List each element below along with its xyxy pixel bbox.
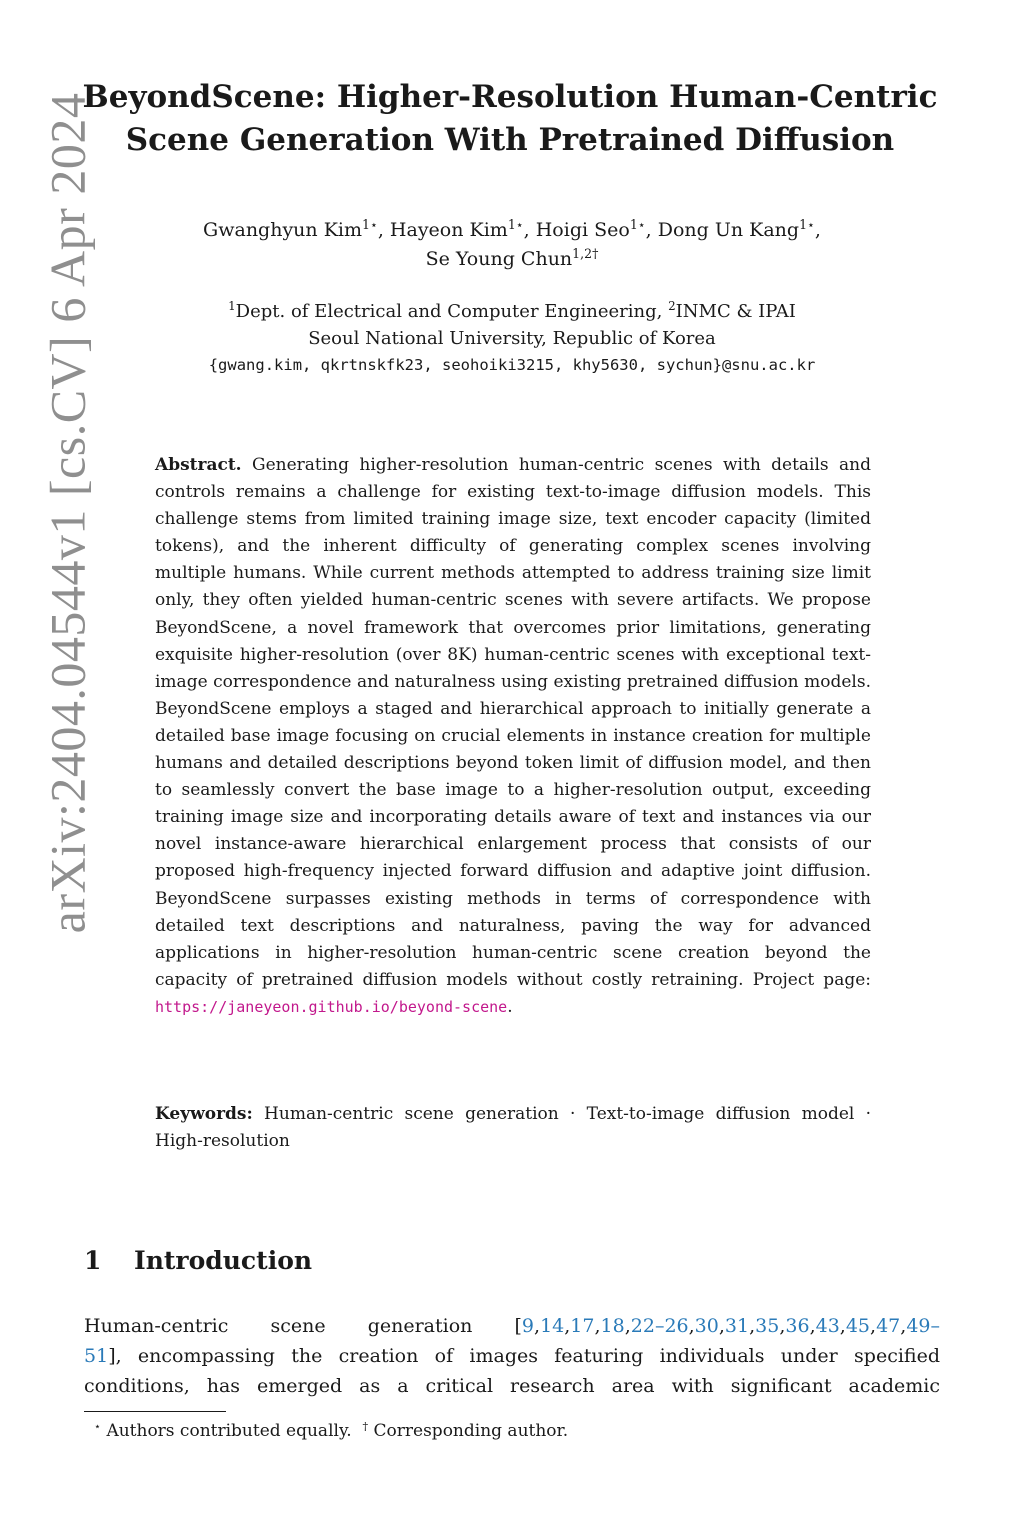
footnote (84, 1418, 950, 1444)
department: Dept. of Electrical and Computer Engineering, (235, 301, 669, 322)
author-affiliation-mark: 1⋆ (629, 217, 646, 233)
author-affiliation-mark: 1,2† (572, 246, 599, 262)
section-number: 1 (84, 1246, 102, 1275)
author-affiliation-mark: 1⋆ (362, 217, 378, 233)
intro-line-1: Human-centric scene generation [9,14,17,18,22–26,30,31,35,36,43,45,47,49– (84, 1315, 940, 1337)
author-list: Gwanghyun Kim$^{1⋆}$, Hayeon Kim$^{1⋆}$, Hoigi Seo$^{1⋆}$, Dong Un Kang$^{1⋆}$, Se Young Chun$^{1,2\dagger}$ (203, 217, 821, 270)
title-line-1: BeyondScene: Higher-Resolution Human-Centric (82, 79, 938, 115)
citation-list: 9,14,17,18,22–26,30,31,35,36,43,45,47,49– (521, 1315, 940, 1337)
citation-link[interactable]: 18 (600, 1315, 625, 1337)
keywords-text: Human-centric scene generation · Text-to-image diffusion model · High-resolution (155, 1104, 872, 1152)
citation-link[interactable]: 43 (815, 1315, 840, 1337)
citation-link[interactable]: 9 (521, 1315, 535, 1337)
abstract: Abstract. Generating higher-resolution human-centric scenes with details and controls remains a challenge for existing text-to-image diffusion models. This challenge stems from limited training image size, text encoder capacity (limited tokens), and the inherent difficulty of generating complex scenes involving multiple humans. While current methods attempted to address training size limit only, they often yielded human-centric scenes with severe artifacts. We propose BeyondScene, a novel framework that overcomes prior limitations, generating exquisite higher-resolution (over 8K) human-centric scenes with exceptional text-image correspondence and naturalness using existing pretrained diffusion models. BeyondScene employs a staged and hierarchical approach to initially generate a detailed base image focusing on crucial elements in instance creation for multiple humans and detailed descriptions beyond token limit of diffusion model, and then to seamlessly convert the base image to a higher-resolution output, exceeding training image size and incorporating details aware of text and instances via our novel instance-aware hierarchical enlargement process that consists of our proposed high-frequency injected forward diffusion and adaptive joint diffusion. BeyondScene surpasses existing methods in terms of correspondence with detailed text descriptions and naturalness, paving the way for advanced applications in higher-resolution human-centric scene creation beyond the capacity of pretrained diffusion models without costly retraining. Project page: https://janeyeon.github.io/beyond-scene. (155, 455, 872, 1017)
citation-link[interactable]: 35 (755, 1315, 780, 1337)
citation-link[interactable]: 47 (876, 1315, 901, 1337)
author-name: Hayeon Kim (389, 219, 508, 241)
star-mark: ⋆ (94, 1419, 102, 1433)
author-name: Se Young Chun (425, 248, 573, 270)
project-page-link[interactable]: https://janeyeon.github.io/beyond-scene (155, 997, 508, 1016)
institute: INMC & IPAI (675, 301, 796, 322)
affiliations: $^1$Dept. of Electrical and Computer Engineering, $^2$INMC & IPAI Seoul National University, Republic of Korea {gwang.kim, qkrtnskfk23, seohoiki3215, khy5630, sychun}@snu.ac.kr (120, 298, 904, 379)
arxiv-identifier-text: arXiv:2404.04544v1 [cs.CV] 6 Apr 2024 (39, 92, 95, 933)
author-affiliation-mark: 1⋆ (507, 217, 524, 233)
introduction-paragraph (84, 1311, 940, 1401)
author-affiliation-mark: 1⋆ (799, 217, 815, 233)
author-name: Dong Un Kang (657, 219, 800, 241)
arxiv-identifier-stamp (22, 90, 112, 935)
citation-link[interactable]: 30 (694, 1315, 719, 1337)
intro-line-2: 51], encompassing the creation of images featuring individuals under specified (84, 1345, 940, 1367)
intro-line-3: conditions, has emerged as a critical research area with significant academic (84, 1375, 940, 1397)
citation-link[interactable]: 49– (906, 1315, 940, 1337)
section-title: Introduction (134, 1246, 313, 1275)
footnote-divider (84, 1411, 226, 1412)
citation-link[interactable]: 14 (540, 1315, 565, 1337)
keywords (155, 1101, 871, 1155)
author-emails: {gwang.kim, qkrtnskfk23, seohoiki3215, khy5630, sychun}@snu.ac.kr (208, 356, 816, 374)
abstract-text: Generating higher-resolution human-centric scenes with details and controls remains a challenge for existing text-to-image diffusion models. This challenge stems from limited training image size, text encoder capacity (limited tokens), and the inherent difficulty of generating complex scenes involving multiple humans. While current methods attempted to address training size limit only, they often yielded human-centric scenes with severe artifacts. We propose BeyondScene, a novel framework that overcomes prior limitations, generating exquisite higher-resolution (over 8K) human-centric scenes with exceptional text-image correspondence and naturalness using existing pretrained diffusion models. BeyondScene employs a staged and hierarchical approach to initially generate a detailed base image focusing on crucial elements in instance creation for multiple humans and detailed descriptions beyond token limit of diffusion model, and then to seamlessly convert the base image to a higher-resolution output, exceeding training image size and incorporating details aware of text and instances via our novel instance-aware hierarchical enlargement process that consists of our proposed high-frequency injected forward diffusion and adaptive joint diffusion. BeyondScene surpasses existing methods in terms of correspondence with detailed text descriptions and naturalness, paving the way for advanced applications in higher-resolution human-centric scene creation beyond the capacity of pretrained diffusion models without costly retraining. Project page: (155, 455, 872, 990)
citation-link[interactable]: 22–26 (630, 1315, 689, 1337)
dagger-mark: † (362, 1419, 369, 1433)
section-heading-introduction (84, 1246, 312, 1275)
citation-link[interactable]: 17 (570, 1315, 595, 1337)
paper-title (80, 76, 940, 162)
citation-link[interactable]: 45 (845, 1315, 871, 1337)
abstract-label: Abstract. (155, 455, 242, 475)
title-line-2: Scene Generation With Pretrained Diffusion (125, 122, 895, 158)
author-name: Gwanghyun Kim (203, 219, 362, 241)
citation-link[interactable]: 51 (84, 1345, 109, 1367)
university: Seoul National University, Republic of Korea (308, 328, 716, 349)
author-name: Hoigi Seo (535, 219, 630, 241)
keywords-label: Keywords: (155, 1104, 253, 1124)
corresponding-author-note: Corresponding author. (373, 1421, 569, 1441)
equal-contribution-note: Authors contributed equally. (106, 1421, 352, 1441)
citation-link[interactable]: 36 (785, 1315, 810, 1337)
citation-link[interactable]: 31 (724, 1315, 750, 1337)
